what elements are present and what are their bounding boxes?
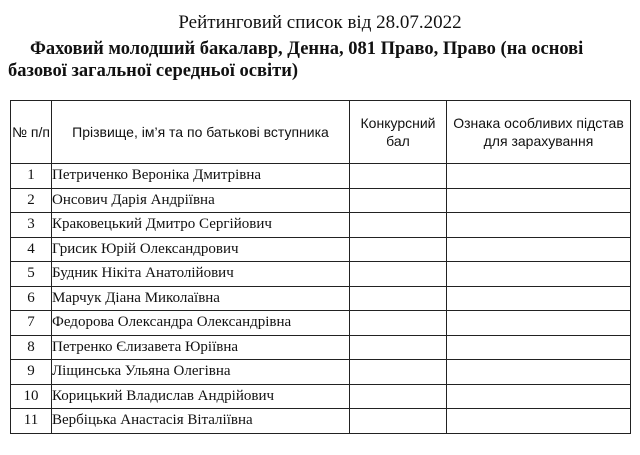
applicant-name-cell: Грисик Юрій Олександрович <box>52 237 350 262</box>
special-basis-cell <box>447 262 631 287</box>
table-row <box>11 237 631 262</box>
special-basis-cell <box>447 360 631 385</box>
row-number-cell: 5 <box>11 262 52 287</box>
row-number-cell: 9 <box>11 360 52 385</box>
special-basis-cell <box>447 188 631 213</box>
ranking-table <box>10 100 631 434</box>
header-special-basis: Ознака особливих підстав для зарахування <box>447 101 631 164</box>
applicant-name-cell: Федорова Олександра Олександрівна <box>52 311 350 336</box>
ranking-table-body <box>11 164 631 434</box>
row-number-cell: 11 <box>11 409 52 434</box>
score-cell <box>350 237 447 262</box>
special-basis-cell <box>447 164 631 189</box>
applicant-name-cell: Будник Нікіта Анатолійович <box>52 262 350 287</box>
row-number-cell: 1 <box>11 164 52 189</box>
score-cell <box>350 188 447 213</box>
table-row <box>11 360 631 385</box>
header-name: Прізвище, ім’я та по батькові вступника <box>52 101 350 164</box>
score-cell <box>350 384 447 409</box>
applicant-name-cell: Петриченко Вероніка Дмитрівна <box>52 164 350 189</box>
table-row <box>11 286 631 311</box>
program-heading: Фаховий молодший бакалавр, Денна, 081 Право, Право (на основі базової загальної середньої освіти) <box>8 39 584 81</box>
applicant-name-cell: Вербіцька Анастасія Віталіївна <box>52 409 350 434</box>
applicant-name-cell: Марчук Діана Миколаївна <box>52 286 350 311</box>
applicant-name-cell: Онсович Дарія Андріївна <box>52 188 350 213</box>
special-basis-cell <box>447 335 631 360</box>
header-score: Конкурсний бал <box>350 101 447 164</box>
applicant-name-cell: Корицький Владислав Андрійович <box>52 384 350 409</box>
row-number-cell: 6 <box>11 286 52 311</box>
table-row <box>11 188 631 213</box>
list-date-heading: Рейтинговий список від 28.07.2022 <box>178 12 462 33</box>
row-number-cell: 4 <box>11 237 52 262</box>
special-basis-cell <box>447 384 631 409</box>
row-number-cell: 10 <box>11 384 52 409</box>
score-cell <box>350 311 447 336</box>
table-row <box>11 384 631 409</box>
table-row <box>11 164 631 189</box>
table-row <box>11 262 631 287</box>
score-cell <box>350 286 447 311</box>
special-basis-cell <box>447 409 631 434</box>
header-number: № п/п <box>11 101 52 164</box>
score-cell <box>350 360 447 385</box>
special-basis-cell <box>447 311 631 336</box>
table-row <box>11 335 631 360</box>
table-row <box>11 311 631 336</box>
ranking-table-header <box>11 101 631 164</box>
row-number-cell: 2 <box>11 188 52 213</box>
score-cell <box>350 213 447 238</box>
special-basis-cell <box>447 213 631 238</box>
special-basis-cell <box>447 237 631 262</box>
row-number-cell: 8 <box>11 335 52 360</box>
table-row <box>11 213 631 238</box>
header-row <box>11 101 631 164</box>
score-cell <box>350 262 447 287</box>
applicant-name-cell: Краковецький Дмитро Сергійович <box>52 213 350 238</box>
table-row <box>11 409 631 434</box>
row-number-cell: 7 <box>11 311 52 336</box>
applicant-name-cell: Ліщинська Ульяна Олегівна <box>52 360 350 385</box>
applicant-name-cell: Петренко Єлизавета Юріївна <box>52 335 350 360</box>
score-cell <box>350 409 447 434</box>
score-cell <box>350 335 447 360</box>
score-cell <box>350 164 447 189</box>
row-number-cell: 3 <box>11 213 52 238</box>
special-basis-cell <box>447 286 631 311</box>
